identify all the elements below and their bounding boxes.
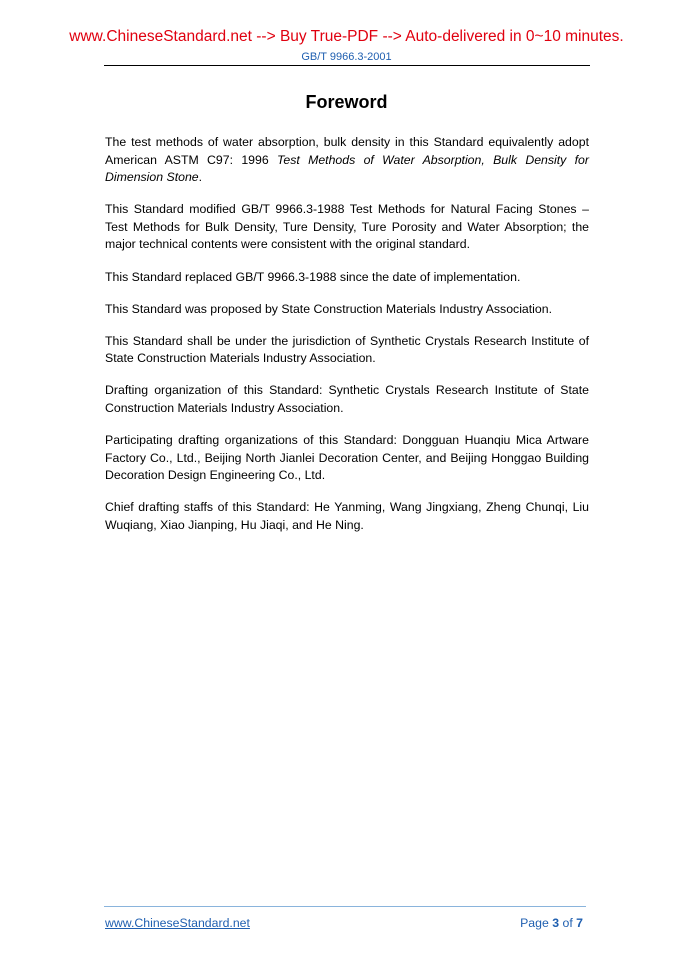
paragraph-adoption-text: The test methods of water absorption, bulk density in this Standard equivalently adopt American ASTM C97: 1996 (105, 135, 589, 167)
current-page: 3 (552, 916, 560, 930)
footer-divider (104, 906, 586, 907)
total-pages: 7 (576, 916, 583, 930)
page-number (520, 916, 583, 930)
promo-banner[interactable]: www.ChineseStandard.net --> Buy True-PDF --> Auto-delivered in 0~10 minutes. (69, 28, 624, 45)
header-divider (104, 65, 590, 66)
paragraph-jurisdiction: This Standard shall be under the jurisdiction of Synthetic Crystals Research Institute of State Construction Materials Industry Association. (105, 333, 589, 366)
page-title: Foreword (305, 92, 388, 112)
paragraph-participating-organizations: Participating drafting organizations of this Standard: Dongguan Huanqiu Mica Artware Factory Co., Ltd., Beijing North Jianlei Decoration Center, and Beijing Honggao Building Decoration Design Engineering Co., Ltd. (105, 433, 589, 483)
paragraph-modification: This Standard modified GB/T 9966.3-1988 Test Methods for Natural Facing Stones – Test Methods for Bulk Density, Ture Density, Ture Porosity and Water Absorption; the major technical contents were consistent with the original standard. (105, 202, 589, 252)
paragraph-replacement: This Standard replaced GB/T 9966.3-1988 since the date of implementation. (105, 269, 521, 284)
paragraph-drafting-organization: Drafting organization of this Standard: Synthetic Crystals Research Institute of State Construction Materials Industry Association. (105, 383, 589, 416)
paragraph-adoption (105, 134, 589, 187)
paragraph-proposal: This Standard was proposed by State Construction Materials Industry Association. (105, 301, 553, 316)
document-body (105, 134, 589, 549)
page-of: of (559, 916, 577, 930)
footer-website-link[interactable]: www.ChineseStandard.net (105, 916, 250, 930)
paragraph-adoption-title: Test Methods of Water Absorption, Bulk Density for Dimension Stone (105, 152, 589, 185)
page-prefix: Page (520, 916, 553, 930)
standard-code-header: GB/T 9966.3-2001 (301, 51, 392, 63)
paragraph-chief-drafting-staff: Chief drafting staffs of this Standard: He Yanming, Wang Jingxiang, Zheng Chunqi, Liu Wuqiang, Xiao Jianping, Hu Jiaqi, and He Ning. (105, 500, 589, 532)
paragraph-adoption-end: . (198, 170, 203, 185)
